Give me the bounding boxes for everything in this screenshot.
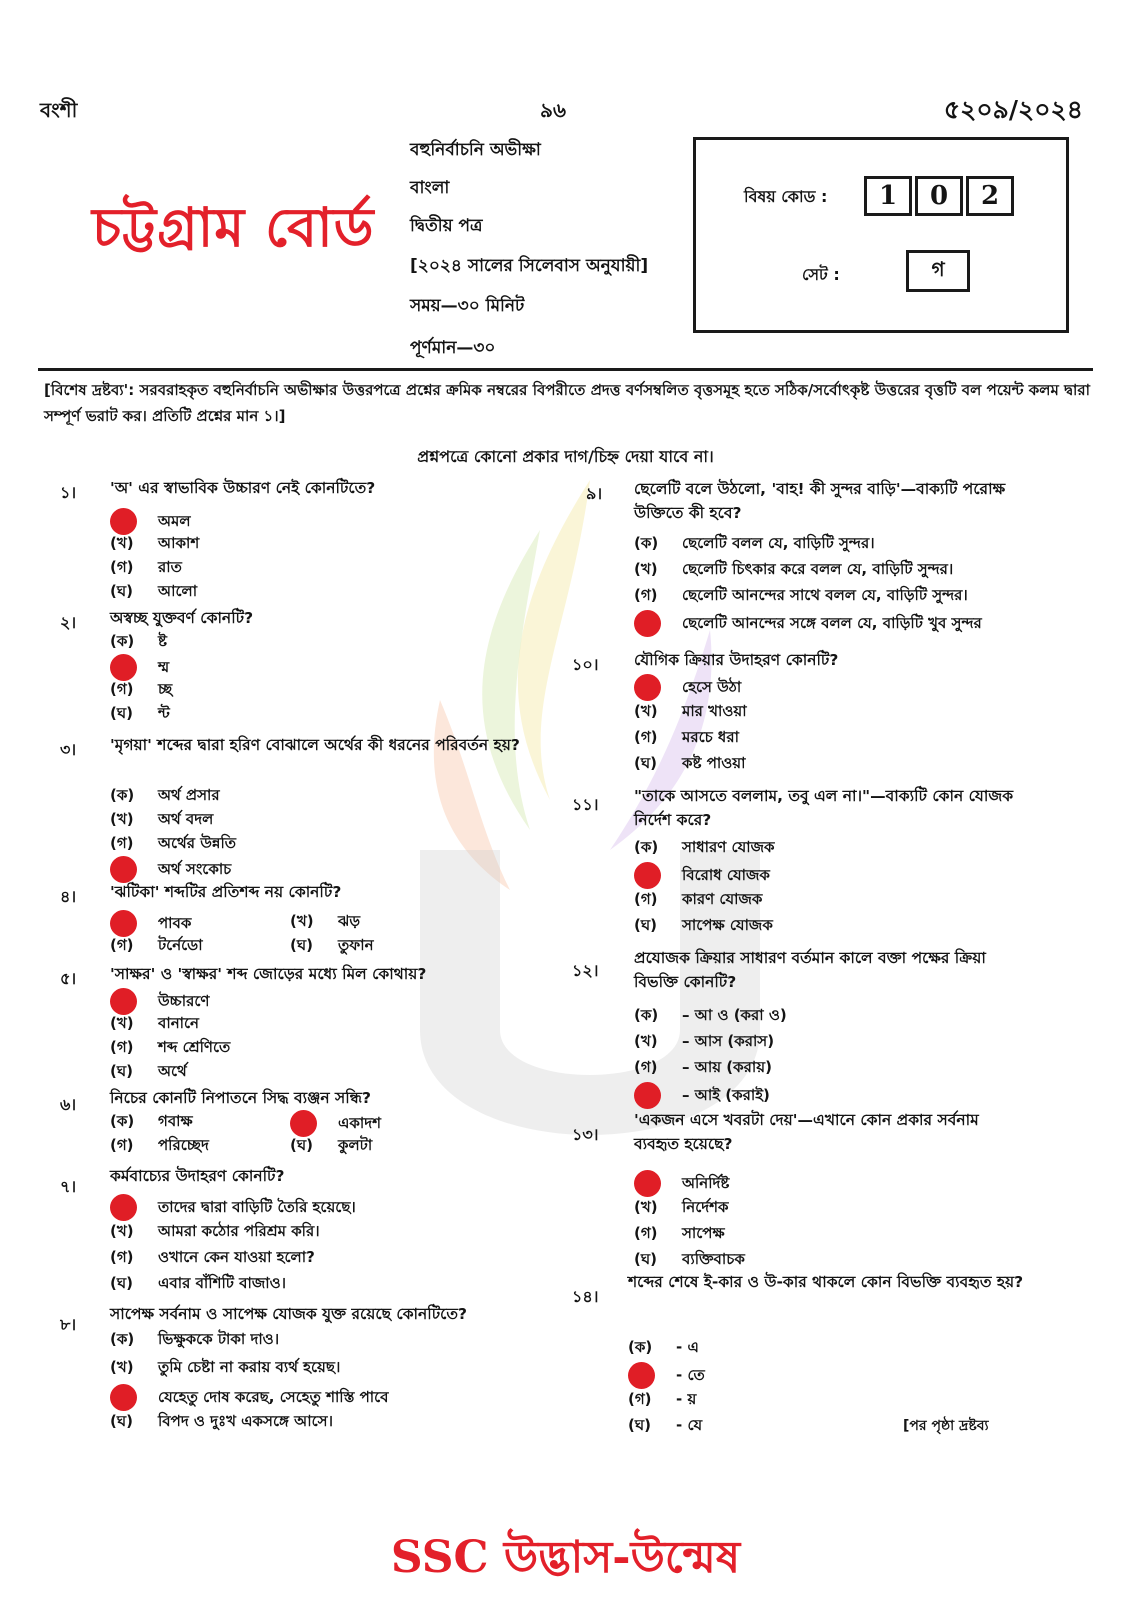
set-value: গ [906,250,970,292]
header-left-label: বংশী [40,98,78,122]
answer-option[interactable] [110,1194,356,1221]
marked-answer-dot [634,674,682,701]
option-label: (খ) [634,1198,658,1216]
option-label: (গ) [110,1136,134,1154]
option-text: পাবক [158,914,192,932]
answer-option[interactable] [634,836,775,861]
subject-code-box [693,137,1069,333]
footer-brand: SSC উদ্ভাস-উন্মেষ [390,1532,741,1583]
subject-name: বাংলা [410,178,450,198]
option-label: (গ) [634,890,658,908]
option-label: (গ) [634,1224,658,1242]
answer-option[interactable] [110,1060,187,1085]
answer-option[interactable] [634,1082,770,1109]
filled-circle-mark [634,674,661,701]
option-text: অর্থ বদল [158,810,214,828]
question-text: "তাকে আসতে বললাম, তবু এল না।"—বাক্যটি কোন যোজক নির্দেশ করে? [634,787,1014,829]
option-label: (খ) [634,1032,658,1050]
header-rule [38,368,1093,371]
option-label: (ক) [110,1330,135,1348]
answer-option[interactable] [110,1328,279,1353]
question-text: নিচের কোনটি নিপাতনে সিদ্ধ ব্যঞ্জন সন্ধি? [110,1089,371,1107]
question-number: ১। [60,483,77,502]
option-text: ম্ম [158,658,170,676]
filled-circle-mark [634,1082,661,1109]
marked-answer-dot [110,988,158,1015]
option-text: তুমি চেষ্টা না করায় ব্যর্থ হয়েছ। [158,1358,341,1376]
option-text: অর্থ প্রসার [158,786,220,804]
option-label: (ক) [110,1112,135,1130]
question-text: 'অ' এর স্বাভাবিক উচ্চারণ নেই কোনটিতে? [110,479,376,497]
filled-circle-mark [110,1384,137,1411]
answer-option[interactable] [110,556,182,581]
answer-option[interactable] [110,1036,230,1061]
question-number: ১২। [572,961,599,980]
answer-option[interactable] [634,584,968,609]
answer-option[interactable] [110,580,197,605]
option-text: সাধারণ যোজক [682,838,775,856]
option-text: অর্থে [158,1062,187,1080]
subject-code-label: বিষয় কোড : [744,187,828,206]
option-text: যেহেতু দোষ করেছ, সেহেতু শাস্তি পাবে [158,1388,389,1406]
marked-answer-dot [110,654,158,681]
option-text: টর্নেডো [158,936,203,954]
answer-option[interactable] [110,1356,340,1381]
board-name: চট্টগ্রাম বোর্ড [92,196,375,259]
answer-option[interactable] [110,808,213,833]
option-label: (খ) [110,1358,134,1376]
filled-circle-mark [290,1110,317,1137]
filled-circle-mark [634,610,661,637]
option-text: সাপেক্ষ যোজক [682,916,773,934]
subject-code-digit: 2 [966,176,1014,216]
option-text: কষ্ট পাওয়া [682,754,746,772]
question-text: সাপেক্ষ সর্বনাম ও সাপেক্ষ যোজক যুক্ত রয়েছে কোনটিতে? [110,1305,468,1323]
option-text: ছেলেটি আনন্দের সঙ্গে বলল যে, বাড়িটি খুব সুন্দর [682,614,982,632]
filled-circle-mark [110,1194,137,1221]
option-text: ছেলেটি আনন্দের সাথে বলল যে, বাড়িটি সুন্দর। [682,586,968,604]
option-text: – আ ও (করা ও) [682,1006,787,1024]
answer-option[interactable] [290,1134,372,1159]
option-text: ছেলেটি বলল যে, বাড়িটি সুন্দর। [682,534,875,552]
question-number: ৪। [60,887,77,906]
question-number: ১৩। [572,1125,599,1144]
question-text: ছেলেটি বলে উঠলো, 'বাহ! কী সুন্দর বাড়ি'—বাক্যটি পরোক্ষ উক্তিতে কী হবে? [634,480,1006,522]
answer-option[interactable] [628,1388,696,1413]
question-text: যৌগিক ক্রিয়ার উদাহরণ কোনটি? [634,651,839,669]
option-label: (গ) [110,680,134,698]
answer-option[interactable] [628,1414,702,1439]
option-text: গবাক্ষ [158,1112,193,1130]
option-text: উচ্চারণে [158,992,210,1010]
option-text: অনির্দিষ্ট [682,1174,730,1192]
answer-option[interactable] [634,888,762,913]
option-text: তাদের দ্বারা বাড়িটি তৈরি হয়েছে। [158,1198,356,1216]
special-instructions: [বিশেষ দ্রষ্টব্য': সরবরাহকৃত বহুনির্বাচনি অভীক্ষার উত্তরপত্রে প্রশ্নের ক্রমিক নম্বরের বিপরীতে প্রদত্ত বর্ণসম্বলিত বৃত্তসমূহ হতে সঠিক/সর্বোৎকৃষ্ট উত্তরের বৃত্তটি বল পয়েন্ট কলম দ্বারা সম্পূর্ণ ভরাট কর। প্রতিটি প্রশ্নের মান ১।] [44,381,1090,425]
question-code-number: ৫২০৯/২০২৪ [943,95,1083,124]
exam-time: সময়—৩০ মিনিট [410,296,525,316]
answer-option[interactable] [110,1246,315,1271]
answer-option[interactable] [110,654,169,681]
option-label: (ক) [110,632,135,650]
option-label: (খ) [634,702,658,720]
next-page-note: [পর পৃষ্ঠা দ্রষ্টব্য [903,1418,989,1434]
marked-answer-dot [110,856,158,883]
answer-option[interactable] [634,700,747,725]
marked-answer-dot [110,1194,158,1221]
option-label: (ঘ) [110,582,133,600]
option-label: (গ) [628,1390,652,1408]
option-text: বানানে [158,1014,199,1032]
answer-option[interactable] [290,934,374,959]
option-label: (গ) [110,834,134,852]
option-text: ন্ট [158,704,170,722]
option-text: চ্ছ [158,680,173,698]
option-text: - য় [676,1390,697,1408]
option-label: (খ) [634,560,658,578]
option-label: (খ) [110,1222,134,1240]
syllabus-note: [২০২৪ সালের সিলেবাস অনুযায়ী] [410,256,649,276]
option-label: (ক) [634,534,659,552]
question-number: ২। [60,613,77,632]
filled-circle-mark [634,862,661,889]
filled-circle-mark [628,1362,655,1389]
question-number: ১০। [572,655,599,674]
question-number: ৯। [586,484,603,503]
answer-option[interactable] [110,532,199,557]
option-text: অমল [158,512,191,530]
option-label: (ক) [110,786,135,804]
answer-option[interactable] [110,784,220,809]
question-number: ৩। [60,740,77,759]
filled-circle-mark [110,856,137,883]
answer-option[interactable] [634,610,982,637]
option-text: এবার বাঁশিটি বাজাও। [158,1274,287,1292]
option-label: (ক) [628,1338,653,1356]
question-text: শব্দের শেষে ই-কার ও উ-কার থাকলে কোন বিভক্তি ব্যবহৃত হয়? [628,1273,1024,1291]
question-number: ৮। [60,1315,77,1334]
marked-answer-dot [634,1170,682,1197]
option-label: (খ) [290,912,314,930]
answer-option[interactable] [110,832,236,857]
option-text: তুফান [338,936,374,954]
answer-option[interactable] [628,1362,705,1389]
answer-option[interactable] [110,1272,286,1297]
answer-option[interactable] [634,752,745,777]
option-text: আলো [158,582,198,600]
full-marks: পূর্ণমান—৩০ [410,338,496,358]
option-text: - যে [676,1416,703,1434]
option-label: (ঘ) [110,1412,133,1430]
answer-option[interactable] [634,862,770,889]
answer-option[interactable] [110,934,203,959]
option-label: (গ) [110,1248,134,1266]
option-label: (ঘ) [110,1062,133,1080]
answer-option[interactable] [110,508,191,535]
option-text: আমরা কঠোর পরিশ্রম করি। [158,1222,320,1240]
option-text: কারণ যোজক [682,890,763,908]
filled-circle-mark [110,910,137,937]
question-number: ৫। [60,969,77,988]
option-text: মার খাওয়া [682,702,747,720]
filled-circle-mark [110,654,137,681]
subject-code-digit: 0 [915,176,963,216]
question-number: ৭। [60,1177,77,1196]
question-number: ৬। [60,1095,77,1114]
option-text: অর্থ সংকোচ [158,860,232,878]
answer-option[interactable] [290,910,360,935]
option-text: ঝড় [338,912,361,930]
answer-option[interactable] [110,1384,389,1411]
question-text: অস্বচ্ছ যুক্তবর্ণ কোনটি? [110,609,254,627]
set-label: সেট : [802,265,840,284]
answer-option[interactable] [110,1410,333,1435]
answer-option[interactable] [634,532,875,557]
question-number: ১১। [572,795,599,814]
marked-answer-dot [634,862,682,889]
option-label: (ক) [634,838,659,856]
page-number: ৯৬ [540,98,566,122]
answer-option[interactable] [634,726,739,751]
answer-option[interactable] [634,1004,787,1029]
answer-option[interactable] [110,1012,199,1037]
option-text: ভিক্ষুককে টাকা দাও। [158,1330,280,1348]
option-text: – আই (করাই) [682,1086,770,1104]
answer-option[interactable] [634,558,953,583]
option-text: ব্যক্তিবাচক [682,1250,745,1268]
option-text: বিপদ ও দুঃখ একসঙ্গে আসে। [158,1412,333,1430]
question-text: 'সাক্ষর' ও 'স্বাক্ষর' শব্দ জোড়ের মধ্যে মিল কোথায়? [110,965,427,983]
option-text: অর্থের উন্নতি [158,834,236,852]
answer-option[interactable] [110,1110,193,1135]
marked-answer-dot [110,910,158,937]
option-label: (গ) [110,558,134,576]
option-label: (ঘ) [628,1416,651,1434]
option-label: (ক) [634,1006,659,1024]
answer-option[interactable] [634,1222,725,1247]
option-text: একাদশ [338,1114,382,1132]
option-text: মরচে ধরা [682,728,739,746]
option-text: হেসে উঠা [682,678,742,696]
option-text: ছেলেটি চিৎকার করে বলল যে, বাড়িটি সুন্দর। [682,560,954,578]
option-label: (গ) [634,586,658,604]
option-label: (ঘ) [110,1274,133,1292]
answer-option[interactable] [110,988,209,1015]
filled-circle-mark [634,1170,661,1197]
option-text: পরিচ্ছেদ [158,1136,209,1154]
question-text: 'একজন এসে খবরটা দেয়'—এখানে কোন প্রকার সর্বনাম ব্যবহৃত হয়েছে? [634,1111,979,1153]
option-text: বিরোধ যোজক [682,866,770,884]
option-label: (ঘ) [290,1136,313,1154]
option-text: শব্দ শ্রেণিতে [158,1038,231,1056]
answer-option[interactable] [634,1196,729,1221]
option-text: – আস (করাস) [682,1032,775,1050]
paper-name: দ্বিতীয় পত্র [410,216,483,236]
question-text: 'মৃগয়া' শব্দের দ্বারা হরিণ বোঝালে অর্থের কী ধরনের পরিবর্তন হয়? [110,736,520,754]
option-text: রাত [158,558,182,576]
answer-option[interactable] [110,910,191,937]
answer-option[interactable] [628,1336,699,1361]
answer-option[interactable] [110,678,172,703]
question-text: কর্মবাচ্যের উদাহরণ কোনটি? [110,1167,285,1185]
answer-option[interactable] [110,1134,209,1159]
marked-answer-dot [110,508,158,535]
answer-option[interactable] [634,1030,774,1055]
option-label: (ঘ) [634,754,657,772]
answer-option[interactable] [110,1220,320,1245]
option-label: (গ) [634,1058,658,1076]
answer-option[interactable] [290,1110,381,1137]
marked-answer-dot [628,1362,676,1389]
option-text: - এ [676,1338,699,1356]
question-text: 'ঝটিকা' শব্দটির প্রতিশব্দ নয় কোনটি? [110,883,342,901]
answer-option[interactable] [110,702,170,727]
answer-option[interactable] [634,914,773,939]
option-text: আকাশ [158,534,200,552]
answer-option[interactable] [634,1170,729,1197]
option-label: (গ) [634,728,658,746]
option-label: (খ) [110,1014,134,1032]
option-label: (ঘ) [634,1250,657,1268]
option-text: - তে [676,1366,705,1384]
marked-answer-dot [634,1082,682,1109]
answer-option[interactable] [634,1056,772,1081]
option-label: (ঘ) [634,916,657,934]
option-label: (খ) [110,534,134,552]
option-text: কুলটা [338,1136,373,1154]
question-text: প্রযোজক ক্রিয়ার সাধারণ বর্তমান কালে বক্তা পক্ষের ক্রিয়া বিভক্তি কোনটি? [634,949,986,991]
no-marks-warning: প্রশ্নপত্রে কোনো প্রকার দাগ/চিহ্ন দেয়া যাবে না। [417,447,714,466]
answer-option[interactable] [634,674,741,701]
option-label: (গ) [110,1038,134,1056]
filled-circle-mark [110,508,137,535]
option-text: সাপেক্ষ [682,1224,725,1242]
subject-code-digit: 1 [864,176,912,216]
option-label: (খ) [110,810,134,828]
option-text: ষ্ট [158,632,167,650]
answer-option[interactable] [110,630,167,655]
option-text: নির্দেশক [682,1198,729,1216]
marked-answer-dot [290,1110,338,1137]
answer-option[interactable] [110,856,231,883]
option-label: (গ) [110,936,134,954]
marked-answer-dot [110,1384,158,1411]
option-text: – আয় (করায়) [682,1058,772,1076]
filled-circle-mark [110,988,137,1015]
exam-type: বহুনির্বাচনি অভীক্ষা [410,140,541,160]
question-number: ১৪। [572,1287,599,1306]
option-label: (ঘ) [110,704,133,722]
option-text: ওখানে কেন যাওয়া হলো? [158,1248,315,1266]
option-label: (ঘ) [290,936,313,954]
marked-answer-dot [634,610,682,637]
